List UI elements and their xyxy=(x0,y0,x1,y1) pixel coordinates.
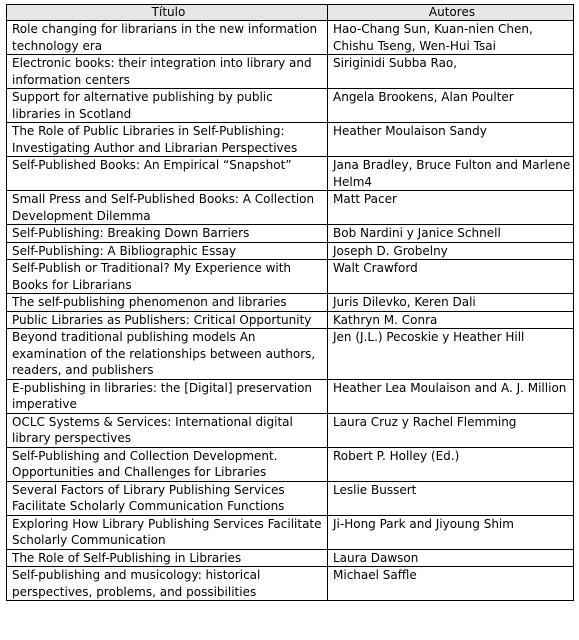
cell-title: E-publishing in libraries: the [Digital] preservation imperative xyxy=(7,379,328,413)
cell-authors: Siriginidi Subba Rao, xyxy=(328,55,574,89)
cell-title: Support for alternative publishing by public libraries in Scotland xyxy=(7,89,328,123)
cell-authors: Laura Dawson xyxy=(328,549,574,567)
bibliography-table xyxy=(6,4,574,601)
header-title: Título xyxy=(7,5,328,21)
cell-title: Self-Publishing: Breaking Down Barriers xyxy=(7,225,328,243)
cell-authors: Jana Bradley, Bruce Fulton and Marlene Helm4 xyxy=(328,157,574,191)
cell-authors: Walt Crawford xyxy=(328,260,574,294)
cell-authors: Juris Dilevko, Keren Dali xyxy=(328,294,574,312)
cell-authors: Heather Moulaison Sandy xyxy=(328,123,574,157)
table-row xyxy=(7,294,574,312)
cell-title: Self-Publishing: A Bibliographic Essay xyxy=(7,242,328,260)
cell-authors: Angela Brookens, Alan Poulter xyxy=(328,89,574,123)
cell-title: The self-publishing phenomenon and libraries xyxy=(7,294,328,312)
cell-title: Electronic books: their integration into library and information centers xyxy=(7,55,328,89)
table-row xyxy=(7,225,574,243)
cell-title: Self-publishing and musicology: historical perspectives, problems, and possibilities xyxy=(7,567,328,601)
cell-authors: Jen (J.L.) Pecoskie y Heather Hill xyxy=(328,329,574,380)
table-row xyxy=(7,515,574,549)
cell-title: Exploring How Library Publishing Services Facilitate Scholarly Communication xyxy=(7,515,328,549)
cell-title: Beyond traditional publishing models An examination of the relationships between authors, readers, and publishers xyxy=(7,329,328,380)
cell-title: Role changing for librarians in the new information technology era xyxy=(7,21,328,55)
table-row xyxy=(7,413,574,447)
cell-authors: Leslie Bussert xyxy=(328,481,574,515)
table-row xyxy=(7,311,574,329)
cell-title: Self-Publishing and Collection Development. Opportunities and Challenges for Libraries xyxy=(7,447,328,481)
cell-title: Several Factors of Library Publishing Services Facilitate Scholarly Communication Functions xyxy=(7,481,328,515)
table-row xyxy=(7,191,574,225)
cell-title: Self-Publish or Traditional? My Experience with Books for Librarians xyxy=(7,260,328,294)
cell-authors: Joseph D. Grobelny xyxy=(328,242,574,260)
table-body xyxy=(7,21,574,601)
cell-title: OCLC Systems & Services: International digital library perspectives xyxy=(7,413,328,447)
header-authors: Autores xyxy=(328,5,574,21)
cell-authors: Heather Lea Moulaison and A. J. Million xyxy=(328,379,574,413)
cell-authors: Kathryn M. Conra xyxy=(328,311,574,329)
cell-authors: Ji-Hong Park and Jiyoung Shim xyxy=(328,515,574,549)
table-row xyxy=(7,21,574,55)
table-row xyxy=(7,55,574,89)
header-row xyxy=(7,5,574,21)
table-row xyxy=(7,123,574,157)
cell-title: The Role of Public Libraries in Self-Publishing: Investigating Author and Librarian Perspectives xyxy=(7,123,328,157)
table-row xyxy=(7,567,574,601)
cell-authors: Matt Pacer xyxy=(328,191,574,225)
table-row xyxy=(7,242,574,260)
table-row xyxy=(7,89,574,123)
cell-authors: Robert P. Holley (Ed.) xyxy=(328,447,574,481)
table-row xyxy=(7,379,574,413)
cell-authors: Bob Nardini y Janice Schnell xyxy=(328,225,574,243)
table-row xyxy=(7,157,574,191)
table-row xyxy=(7,260,574,294)
cell-authors: Hao-Chang Sun, Kuan-nien Chen, Chishu Tseng, Wen-Hui Tsai xyxy=(328,21,574,55)
table-row xyxy=(7,481,574,515)
cell-title: Self-Published Books: An Empirical “Snapshot” xyxy=(7,157,328,191)
cell-authors: Michael Saffle xyxy=(328,567,574,601)
cell-authors: Laura Cruz y Rachel Flemming xyxy=(328,413,574,447)
table-row xyxy=(7,447,574,481)
cell-title: Public Libraries as Publishers: Critical Opportunity xyxy=(7,311,328,329)
cell-title: Small Press and Self-Published Books: A Collection Development Dilemma xyxy=(7,191,328,225)
table-row xyxy=(7,549,574,567)
table-row xyxy=(7,329,574,380)
cell-title: The Role of Self-Publishing in Libraries xyxy=(7,549,328,567)
